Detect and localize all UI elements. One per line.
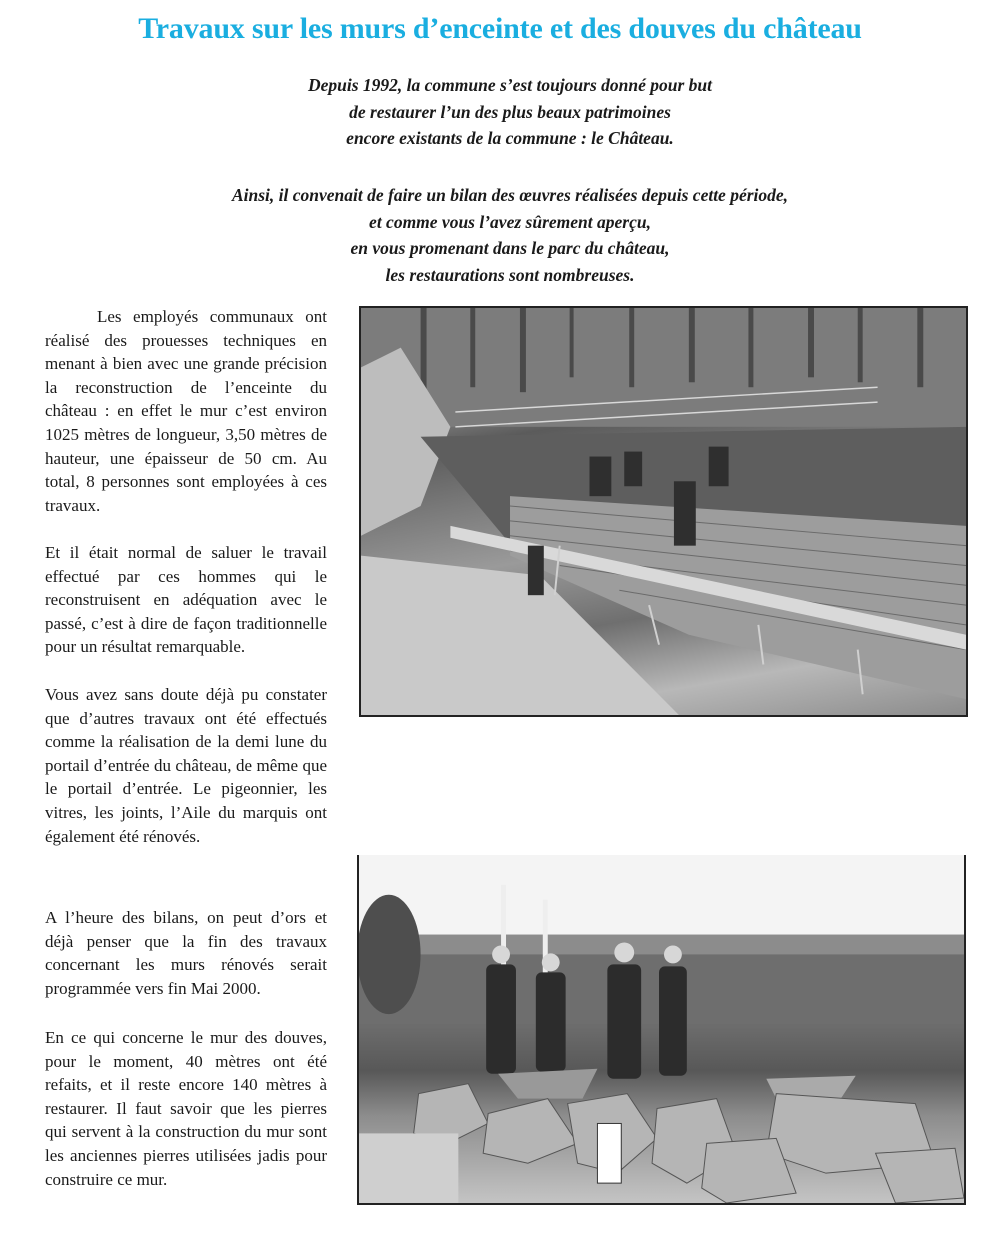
body-paragraph-1: Les employés communaux ont réalisé des prouesses techniques en menant à bien avec une grande précision la reconstruction de l’enceinte du château : en effet le mur c’est environ 1025 mètres de longueur, 3,50 mètres de hauteur, une épaisseur de 50 cm. Au total, 8 personnes sont employées à ces travaux. (45, 307, 327, 515)
body-paragraph-5: En ce qui concerne le mur des douves, pour le moment, 40 mètres ont été refaits, et il reste encore 140 mètres à restaurer. Il faut savoir que les pierres qui servent à la construction du mur sont les anciennes pierres utilisées jadis pour construire ce mur. (45, 1028, 327, 1189)
body-column-paragraph (45, 541, 327, 659)
body-column-paragraph (45, 305, 327, 517)
intro-line: de restaurer l’un des plus beaux patrimoines (349, 101, 671, 122)
intro-line: Ainsi, il convenait de faire un bilan des œuvres réalisées depuis cette période, (231, 185, 789, 205)
photo-moat-workers (357, 855, 966, 1205)
intro-line: Depuis 1992, la commune s’est toujours donné pour but (307, 75, 713, 95)
intro-line: en vous promenant dans le parc du château, (350, 238, 670, 258)
body-paragraph-2: Et il était normal de saluer le travail effectué par ces hommes qui le reconstruisent en adéquation avec le passé, c’est à dire de façon traditionnelle pour un résultat remarquable. (45, 543, 327, 657)
photo-wall-reconstruction (359, 306, 968, 717)
intro-line: encore existants de la commune : le Château. (346, 128, 674, 148)
intro-paragraph-1 (150, 72, 870, 152)
page-title: Travaux sur les murs d’enceinte et des douves du château (138, 12, 862, 45)
photo-wall-reconstruction-illustration (361, 308, 966, 715)
intro-line: et comme vous l’avez sûrement aperçu, (369, 211, 651, 232)
intro-line: les restaurations sont nombreuses. (385, 264, 635, 285)
body-paragraph-3: Vous avez sans doute déjà pu constater que d’autres travaux ont été effectués comme la réalisation de la demi lune du portail d’entrée du château, de même que le portail d’entrée. Le pigeonnier, les vitres, les joints, l’Aile du marquis ont également été rénovés. (45, 685, 327, 846)
body-column-paragraph (45, 906, 327, 1000)
body-column-paragraph (45, 1026, 327, 1191)
intro-paragraph-2 (150, 182, 870, 288)
body-column-paragraph (45, 683, 327, 848)
photo-moat-workers-illustration (359, 855, 964, 1203)
body-paragraph-4: A l’heure des bilans, on peut d’ors et déjà penser que la fin des travaux concernant les murs rénovés serait programmée vers fin Mai 2000. (45, 908, 327, 998)
